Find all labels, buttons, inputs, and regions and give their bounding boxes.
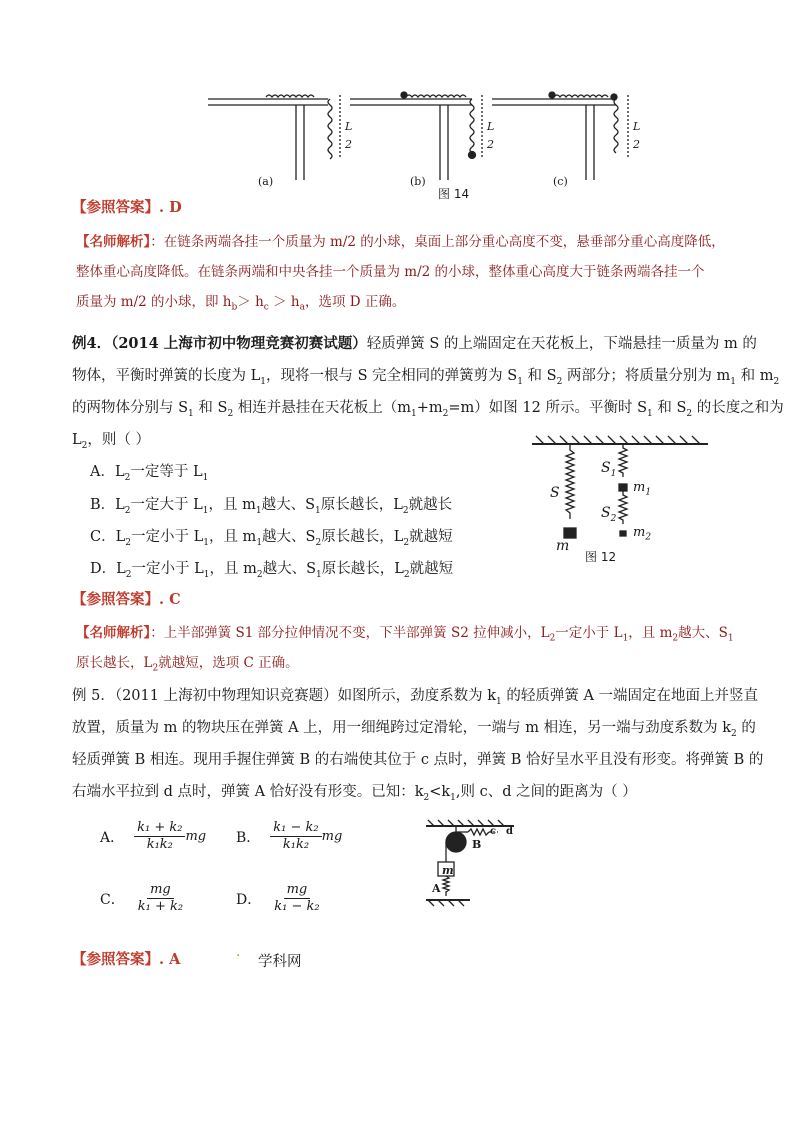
ex4-t4a: L bbox=[72, 432, 82, 448]
ex4-option-a[interactable]: A．$L_2$一定等于 $L_1$ bbox=[90, 464, 209, 483]
ex3-analysis-text1: ：在链条两端各挂一个质量为 m/2 的小球，桌面上部分重心高度不变，悬垂部分重心高度降低， bbox=[150, 234, 725, 250]
choice-b-tail: mg bbox=[321, 829, 343, 844]
ex5-line1: 例 5．（2011 上海初中物理知识竞赛题）如图所示，劲度系数为 $k_1$ 的轻质弹簧 A 一端固定在地面上并竖直 bbox=[72, 688, 759, 707]
fig12-label-m2: $m_2$ bbox=[633, 525, 652, 543]
length-label-c-den: 2 bbox=[633, 138, 640, 151]
choice-a-num: k₁ + k₂ bbox=[134, 820, 185, 837]
figure-14-label-a: (a) bbox=[258, 175, 274, 188]
choice-d-num: mg bbox=[284, 882, 311, 899]
ex4-option-c[interactable]: C．$L_2$一定小于 $L_1$，且 $m_1$越大、$S_2$原长越长，$L_2$就越短 bbox=[90, 529, 453, 548]
opt-d-5: 原长越长，L bbox=[321, 561, 404, 577]
ex4-ana-2: 一定小于 L bbox=[555, 625, 623, 641]
ex5-answer-value: . A bbox=[159, 951, 181, 968]
ex4-t3e: =m）如图 12 所示。平衡时 S bbox=[448, 400, 648, 416]
opt-b-6: 就越长 bbox=[408, 497, 453, 513]
ex3-analysis-text3b: ＞ h bbox=[237, 294, 264, 310]
sub-c: c bbox=[263, 302, 269, 313]
ex4-t2b: ，现将一根与 S 完全相同的弹簧剪为 S bbox=[265, 368, 518, 384]
ex3-analysis-line3 bbox=[76, 292, 405, 312]
choice-d-fraction bbox=[271, 882, 322, 915]
ex3-analysis-text3c: ＞ h bbox=[268, 294, 300, 310]
ex3-answer-tag: 【参照答案】 bbox=[72, 199, 159, 216]
ex4-text1: 轻质弹簧 S 的上端固定在天花板上，下端悬挂一质量为 m 的 bbox=[366, 336, 757, 352]
ex5-choice-b[interactable] bbox=[236, 820, 342, 853]
ex4-answer bbox=[72, 590, 181, 610]
choice-c-num: mg bbox=[147, 882, 174, 899]
choice-d-label: D． bbox=[236, 891, 262, 908]
sub-a: a bbox=[299, 302, 305, 313]
figure-14b bbox=[350, 92, 482, 180]
opt-c-1: C．L bbox=[90, 529, 126, 545]
ex4-ana-3: ，且 m bbox=[628, 625, 673, 641]
ex3-answer-value: . D bbox=[159, 199, 182, 216]
opt-a-1: A．L bbox=[90, 464, 125, 480]
ex5-answer bbox=[72, 950, 180, 970]
ex5-t1b: 的轻质弹簧 A 一端固定在地面上并竖直 bbox=[501, 688, 759, 704]
choice-c-label: C． bbox=[100, 891, 125, 908]
ex4-line1 bbox=[72, 334, 757, 354]
choice-b-num: k₁ − k₂ bbox=[270, 820, 321, 837]
pulley-label-d: d bbox=[506, 826, 513, 837]
ex4-t3a: 的两物体分别与 S bbox=[72, 400, 189, 416]
fig12-m2-text: m bbox=[633, 525, 646, 540]
ex4-analysis-line2: 原长越长，$L_2$就越短，选项 C 正确。 bbox=[76, 655, 299, 674]
ex4-option-d[interactable]: D．$L_2$一定小于 $L_1$，且 $m_2$越大、$S_1$原长越长，$L_2$就越短 bbox=[90, 561, 454, 580]
ex3-analysis-text3a: 质量为 m/2 的小球，即 h bbox=[76, 294, 232, 310]
length-label-b-num: L bbox=[487, 120, 495, 133]
opt-c-2: 一定小于 L bbox=[130, 529, 204, 545]
ex5-line4: 右端水平拉到 d 点时，弹簧 A 恰好没有形变。已知：$k_2<k_1$,则 c、d 之间的距离为（ ） bbox=[72, 784, 637, 803]
choice-c-fraction bbox=[135, 882, 186, 915]
ex4-t2e: 和 m bbox=[736, 368, 774, 384]
length-label-a-den: 2 bbox=[345, 138, 352, 151]
opt-d-2: 一定小于 L bbox=[131, 561, 204, 577]
ex4-t2c: 和 S bbox=[522, 368, 557, 384]
fig12-label-S2: $S_2$ bbox=[601, 505, 617, 524]
fig12-S2-text: S bbox=[601, 505, 611, 521]
ex5-t1: 例 5．（2011 上海初中物理知识竞赛题）如图所示，劲度系数为 k bbox=[72, 688, 496, 704]
length-label-a-num: L bbox=[345, 120, 353, 133]
ex4-answer-value: . C bbox=[159, 591, 181, 608]
opt-c-4: 越大、S bbox=[262, 529, 316, 545]
ex4-line3: 的两物体分别与 $S_1$ 和 $S_2$ 相连并悬挂在天花板上$(m_1+m_2=m)$如图 12 所示。平衡时 $S_1$ 和 $S_2$ 的长度之和为 bbox=[72, 400, 784, 419]
pulley-label-c: c bbox=[490, 826, 497, 837]
opt-b-4: 越大、S bbox=[261, 497, 316, 513]
figure-14c bbox=[492, 92, 628, 180]
choice-b-den: k₁k₂ bbox=[282, 837, 310, 852]
choice-a-den: k₁k₂ bbox=[146, 837, 173, 852]
choice-a-label: A． bbox=[100, 829, 125, 846]
fig12-S1-text: S bbox=[601, 460, 611, 476]
length-label-c-num: L bbox=[633, 120, 641, 133]
fig12-label-S1: $S_1$ bbox=[601, 460, 617, 479]
ex4-ana-6: 就越短，选项 C 正确。 bbox=[158, 655, 299, 671]
opt-d-3: ，且 m bbox=[209, 561, 257, 577]
opt-c-5: 原长越长，L bbox=[321, 529, 404, 545]
opt-b-2: 一定大于 L bbox=[130, 497, 203, 513]
opt-c-3: ，且 m bbox=[208, 529, 257, 545]
watermark-text: 学科网 bbox=[258, 954, 302, 970]
opt-a-2: 一定等于 L bbox=[130, 464, 203, 480]
ex3-analysis-line1 bbox=[76, 232, 725, 252]
ex3-analysis-text3d: ，选项 D 正确。 bbox=[304, 294, 406, 310]
opt-c-6: 就越短 bbox=[409, 529, 453, 545]
choice-a-tail: mg bbox=[185, 829, 207, 844]
ex5-line3 bbox=[72, 750, 763, 770]
ex4-line4: $L_2$，则（ ） bbox=[72, 432, 150, 451]
ex5-t3: 轻质弹簧 B 相连。现用手握住弹簧 B 的右端使其位于 c 点时，弹簧 B 恰好呈水平且没有形变。将弹簧 B 的 bbox=[72, 752, 764, 768]
ex3-analysis-line2 bbox=[76, 262, 705, 282]
opt-d-6: 就越短 bbox=[409, 561, 454, 577]
watermark-dot: · bbox=[236, 948, 241, 964]
ex4-t3f: 和 S bbox=[652, 400, 687, 416]
choice-b-label: B． bbox=[236, 829, 261, 846]
ex4-t4b: ，则（ ） bbox=[87, 432, 150, 448]
fig12-label-S: S bbox=[550, 485, 560, 501]
opt-b-1: B．L bbox=[90, 497, 125, 513]
ex4-t3b: 和 S bbox=[193, 400, 228, 416]
ex5-t4c: ,则 c、d 之间的距离为（ ） bbox=[455, 784, 637, 800]
ex4-option-b[interactable]: B．$L_2$一定大于 $L_1$，且 $m_1$越大、$S_1$原长越长，$L_2$就越长 bbox=[90, 497, 453, 516]
ex5-choice-d[interactable] bbox=[236, 882, 323, 915]
opt-b-5: 原长越长，L bbox=[320, 497, 403, 513]
ex4-t3g: 的长度之和为 bbox=[692, 400, 784, 416]
figure-12-caption: 图 12 bbox=[585, 550, 617, 564]
ex4-analysis-line1: 【名师解析】：上半部弹簧 S1 部分拉伸情况不变，下半部弹簧 S2 拉伸减小，$L_2$一定小于 $L_1$，且 $m_2$越大、$S_1$ bbox=[76, 625, 734, 644]
figure-14a bbox=[208, 95, 340, 180]
opt-b-3: ，且 m bbox=[208, 497, 256, 513]
ex5-t2b: 的 bbox=[736, 720, 756, 736]
ex4-ana-1: ：上半部弹簧 S1 部分拉伸情况不变，下半部弹簧 S2 拉伸减小，L bbox=[150, 625, 550, 641]
ex4-answer-tag: 【参照答案】 bbox=[72, 591, 159, 608]
ex5-line2: 放置，质量为 m 的物块压在弹簧 A 上，用一细绳跨过定滑轮，一端与 m 相连，另一端与劲度系数为 $k_2$ 的 bbox=[72, 720, 756, 739]
figure-14-caption: 图 14 bbox=[438, 187, 470, 201]
ex4-analysis-tag: 【名师解析】 bbox=[76, 625, 151, 641]
ex5-t2: 放置，质量为 m 的物块压在弹簧 A 上，用一细绳跨过定滑轮，一端与 m 相连，另一端与劲度系数为 k bbox=[72, 720, 732, 736]
ex4-line2: 物体，平衡时弹簧的长度为 $L_1$，现将一根与 S 完全相同的弹簧剪为 $S_1$ 和 $S_2$ 两部分；将质量分别为 $m_1$ 和 $m_2$ bbox=[72, 368, 780, 387]
choice-a-fraction bbox=[134, 820, 185, 853]
sub-b: b bbox=[231, 302, 238, 313]
opt-d-1: D．L bbox=[90, 561, 126, 577]
pulley-label-A: A bbox=[432, 882, 441, 895]
ex5-t4b: <k bbox=[429, 784, 451, 800]
figure-14-label-c: (c) bbox=[553, 175, 568, 188]
ex5-t4: 右端水平拉到 d 点时，弹簧 A 恰好没有形变。已知：k bbox=[72, 784, 424, 800]
ex4-t3c: 相连并悬挂在天花板上（m bbox=[233, 400, 412, 416]
fig12-label-m1: $m_1$ bbox=[633, 480, 652, 498]
fig12-m1-text: m bbox=[633, 480, 646, 495]
opt-d-4: 越大、S bbox=[262, 561, 317, 577]
ex4-t2a: 物体，平衡时弹簧的长度为 L bbox=[72, 368, 261, 384]
ex4-title: 例4．（2014 上海市初中物理竞赛初赛试题） bbox=[72, 335, 367, 352]
fig12-label-m: m bbox=[556, 538, 570, 554]
ex3-analysis-text2: 整体重心高度降低。在链条两端和中央各挂一个质量为 m/2 的小球，整体重心高度大于链条两端各挂一个 bbox=[76, 264, 705, 280]
pulley-label-B: B bbox=[472, 838, 482, 851]
choice-b-fraction bbox=[270, 820, 321, 853]
ex5-choice-a[interactable] bbox=[100, 820, 206, 853]
choice-d-den: k₁ − k₂ bbox=[274, 899, 320, 914]
ex4-ana-4: 越大、S bbox=[678, 625, 728, 641]
length-label-b-den: 2 bbox=[487, 138, 494, 151]
ex5-choice-c[interactable] bbox=[100, 882, 186, 915]
ex4-t2d: 两部分；将质量分别为 m bbox=[562, 368, 731, 384]
ex3-analysis-tag: 【名师解析】 bbox=[76, 234, 151, 250]
ex3-answer bbox=[72, 198, 182, 218]
choice-c-den: k₁ + k₂ bbox=[137, 899, 184, 914]
ex4-t3d: +m bbox=[416, 400, 443, 416]
ex4-ana-5: 原长越长，L bbox=[76, 655, 153, 671]
figure-14-label-b: (b) bbox=[410, 175, 426, 188]
pulley-label-m: m bbox=[442, 864, 454, 877]
ex5-answer-tag: 【参照答案】 bbox=[72, 951, 159, 968]
